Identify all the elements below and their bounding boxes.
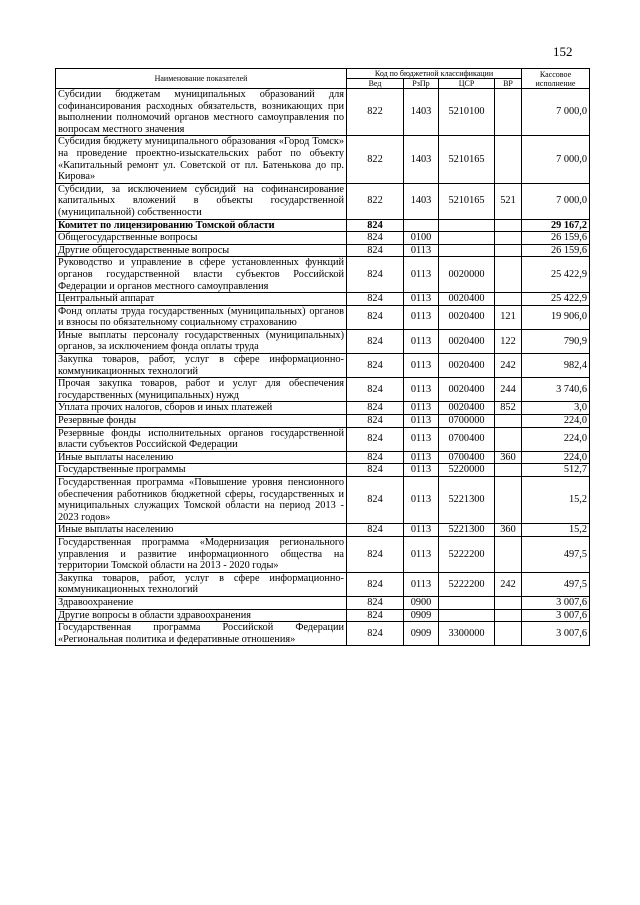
row-rzpr: 0113 bbox=[404, 524, 439, 537]
row-rzpr: 0113 bbox=[404, 378, 439, 402]
row-vr bbox=[495, 136, 522, 183]
row-name: Иные выплаты населению bbox=[56, 451, 347, 464]
row-csr: 0020000 bbox=[439, 257, 495, 293]
row-vr: 521 bbox=[495, 183, 522, 219]
row-ved: 824 bbox=[347, 244, 404, 257]
row-amount: 224,0 bbox=[522, 415, 590, 428]
row-rzpr bbox=[404, 219, 439, 232]
row-rzpr: 0113 bbox=[404, 572, 439, 596]
row-amount: 19 906,0 bbox=[522, 305, 590, 329]
table-row bbox=[56, 477, 590, 524]
table-body bbox=[56, 89, 590, 646]
row-name: Закупка товаров, работ, услуг в сфере информационно-коммуникационных технологий bbox=[56, 572, 347, 596]
row-csr: 5222200 bbox=[439, 536, 495, 572]
row-rzpr: 0909 bbox=[404, 622, 439, 646]
row-amount: 512,7 bbox=[522, 464, 590, 477]
row-rzpr: 0100 bbox=[404, 232, 439, 245]
row-rzpr: 0113 bbox=[404, 427, 439, 451]
row-rzpr: 0900 bbox=[404, 596, 439, 609]
row-name: Прочая закупка товаров, работ и услуг для обеспечения государственных (муниципальных) нужд bbox=[56, 378, 347, 402]
row-name: Резервные фонды bbox=[56, 415, 347, 428]
header-amount: Кассовое исполнение bbox=[522, 69, 590, 89]
row-rzpr: 0113 bbox=[404, 477, 439, 524]
row-name: Центральный аппарат bbox=[56, 293, 347, 306]
row-csr: 0700400 bbox=[439, 451, 495, 464]
row-rzpr: 1403 bbox=[404, 136, 439, 183]
table-row bbox=[56, 464, 590, 477]
table-row bbox=[56, 596, 590, 609]
table-row bbox=[56, 536, 590, 572]
table-row bbox=[56, 415, 590, 428]
row-csr: 5221300 bbox=[439, 524, 495, 537]
row-amount: 25 422,9 bbox=[522, 257, 590, 293]
row-ved: 822 bbox=[347, 89, 404, 136]
row-amount: 3 740,6 bbox=[522, 378, 590, 402]
row-ved: 824 bbox=[347, 572, 404, 596]
table-row bbox=[56, 609, 590, 622]
header-rzpr: РзПр bbox=[404, 79, 439, 89]
row-name: Руководство и управление в сфере установленных функций органов государственной власти субъектов Российской Федерации и органов местного самоуправления bbox=[56, 257, 347, 293]
row-ved: 822 bbox=[347, 136, 404, 183]
row-amount: 3 007,6 bbox=[522, 609, 590, 622]
row-vr bbox=[495, 244, 522, 257]
row-name: Другие общегосударственные вопросы bbox=[56, 244, 347, 257]
row-vr bbox=[495, 622, 522, 646]
row-rzpr: 0113 bbox=[404, 536, 439, 572]
row-csr bbox=[439, 232, 495, 245]
row-csr: 0020400 bbox=[439, 354, 495, 378]
row-csr bbox=[439, 596, 495, 609]
row-rzpr: 0113 bbox=[404, 354, 439, 378]
row-vr bbox=[495, 293, 522, 306]
row-ved: 824 bbox=[347, 257, 404, 293]
table-row bbox=[56, 427, 590, 451]
table-row bbox=[56, 219, 590, 232]
row-vr: 242 bbox=[495, 572, 522, 596]
row-name: Уплата прочих налогов, сборов и иных платежей bbox=[56, 402, 347, 415]
row-name: Иные выплаты персоналу государственных (муниципальных) органов, за исключением фонда оплаты труда bbox=[56, 329, 347, 353]
row-ved: 824 bbox=[347, 464, 404, 477]
row-rzpr: 0113 bbox=[404, 293, 439, 306]
row-ved: 822 bbox=[347, 183, 404, 219]
table-row bbox=[56, 402, 590, 415]
row-ved: 824 bbox=[347, 219, 404, 232]
row-rzpr: 0113 bbox=[404, 402, 439, 415]
row-amount: 7 000,0 bbox=[522, 183, 590, 219]
header-code-group: Код по бюджетной классификации bbox=[347, 69, 522, 79]
row-rzpr: 1403 bbox=[404, 89, 439, 136]
table-row bbox=[56, 89, 590, 136]
row-ved: 824 bbox=[347, 293, 404, 306]
row-vr: 242 bbox=[495, 354, 522, 378]
table-row bbox=[56, 354, 590, 378]
row-ved: 824 bbox=[347, 596, 404, 609]
row-name: Государственная программа Российской Федерации «Региональная политика и федеративные отношения» bbox=[56, 622, 347, 646]
row-ved: 824 bbox=[347, 524, 404, 537]
table-row bbox=[56, 244, 590, 257]
row-rzpr: 0113 bbox=[404, 415, 439, 428]
row-vr bbox=[495, 477, 522, 524]
row-amount: 982,4 bbox=[522, 354, 590, 378]
row-amount: 26 159,6 bbox=[522, 232, 590, 245]
row-vr bbox=[495, 464, 522, 477]
row-rzpr: 0909 bbox=[404, 609, 439, 622]
row-rzpr: 0113 bbox=[404, 305, 439, 329]
table-row bbox=[56, 232, 590, 245]
row-csr: 5210100 bbox=[439, 89, 495, 136]
row-amount: 25 422,9 bbox=[522, 293, 590, 306]
header-ved: Вед bbox=[347, 79, 404, 89]
row-name: Субсидии, за исключением субсидий на софинансирование капитальных вложений в объекты государственной (муниципальной) собственности bbox=[56, 183, 347, 219]
row-name: Закупка товаров, работ, услуг в сфере информационно-коммуникационных технологий bbox=[56, 354, 347, 378]
row-vr bbox=[495, 257, 522, 293]
row-csr: 5222200 bbox=[439, 572, 495, 596]
table-row bbox=[56, 329, 590, 353]
row-csr bbox=[439, 609, 495, 622]
row-name: Фонд оплаты труда государственных (муниципальных) органов и взносы по обязательному социальному страхованию bbox=[56, 305, 347, 329]
row-vr bbox=[495, 89, 522, 136]
row-csr: 0020400 bbox=[439, 402, 495, 415]
row-csr: 0700000 bbox=[439, 415, 495, 428]
row-amount: 15,2 bbox=[522, 477, 590, 524]
row-csr: 0020400 bbox=[439, 378, 495, 402]
row-ved: 824 bbox=[347, 305, 404, 329]
header-name: Наименование показателей bbox=[56, 69, 347, 89]
row-csr: 0020400 bbox=[439, 293, 495, 306]
table-row bbox=[56, 293, 590, 306]
row-vr: 244 bbox=[495, 378, 522, 402]
row-csr: 5210165 bbox=[439, 136, 495, 183]
table-row bbox=[56, 183, 590, 219]
header-csr: ЦСР bbox=[439, 79, 495, 89]
row-name: Другие вопросы в области здравоохранения bbox=[56, 609, 347, 622]
row-amount: 3 007,6 bbox=[522, 622, 590, 646]
row-amount: 26 159,6 bbox=[522, 244, 590, 257]
row-amount: 790,9 bbox=[522, 329, 590, 353]
row-vr: 360 bbox=[495, 524, 522, 537]
row-amount: 29 167,2 bbox=[522, 219, 590, 232]
row-name: Здравоохранение bbox=[56, 596, 347, 609]
row-name: Иные выплаты населению bbox=[56, 524, 347, 537]
table-row bbox=[56, 622, 590, 646]
row-amount: 3,0 bbox=[522, 402, 590, 415]
row-rzpr: 0113 bbox=[404, 451, 439, 464]
row-vr bbox=[495, 219, 522, 232]
row-amount: 3 007,6 bbox=[522, 596, 590, 609]
row-csr: 0700400 bbox=[439, 427, 495, 451]
row-name: Резервные фонды исполнительных органов государственной власти субъектов Российской Федерации bbox=[56, 427, 347, 451]
table-row bbox=[56, 572, 590, 596]
row-csr: 0020400 bbox=[439, 305, 495, 329]
table-header bbox=[56, 69, 590, 89]
table-row bbox=[56, 524, 590, 537]
row-csr: 5221300 bbox=[439, 477, 495, 524]
budget-table bbox=[55, 68, 590, 646]
row-rzpr: 0113 bbox=[404, 257, 439, 293]
table-row bbox=[56, 378, 590, 402]
row-ved: 824 bbox=[347, 427, 404, 451]
row-ved: 824 bbox=[347, 609, 404, 622]
row-amount: 7 000,0 bbox=[522, 89, 590, 136]
row-ved: 824 bbox=[347, 232, 404, 245]
row-name: Комитет по лицензированию Томской области bbox=[56, 219, 347, 232]
header-vr: ВР bbox=[495, 79, 522, 89]
row-vr: 121 bbox=[495, 305, 522, 329]
row-vr bbox=[495, 536, 522, 572]
row-amount: 224,0 bbox=[522, 427, 590, 451]
row-rzpr: 1403 bbox=[404, 183, 439, 219]
row-amount: 7 000,0 bbox=[522, 136, 590, 183]
row-ved: 824 bbox=[347, 451, 404, 464]
row-amount: 224,0 bbox=[522, 451, 590, 464]
row-ved: 824 bbox=[347, 329, 404, 353]
row-ved: 824 bbox=[347, 402, 404, 415]
table-row bbox=[56, 451, 590, 464]
row-vr: 852 bbox=[495, 402, 522, 415]
row-ved: 824 bbox=[347, 477, 404, 524]
row-ved: 824 bbox=[347, 536, 404, 572]
row-name: Субсидии бюджетам муниципальных образований для софинансирования расходных обязательств, возникающих при выполнении полномочий органов местного самоуправления по вопросам местного значения bbox=[56, 89, 347, 136]
row-csr: 3300000 bbox=[439, 622, 495, 646]
row-name: Государственная программа «Модернизация регионального управления и развитие информационного общества на территории Томской области на 2013 - 2020 годы» bbox=[56, 536, 347, 572]
row-csr bbox=[439, 219, 495, 232]
row-vr bbox=[495, 232, 522, 245]
page-number: 152 bbox=[553, 44, 573, 59]
row-name: Общегосударственные вопросы bbox=[56, 232, 347, 245]
row-name: Государственная программа «Повышение уровня пенсионного обеспечения работников бюджетной сферы, государственных и муниципальных служащих Томской области на период 2013 - 2023 годов» bbox=[56, 477, 347, 524]
row-vr bbox=[495, 596, 522, 609]
row-ved: 824 bbox=[347, 415, 404, 428]
row-ved: 824 bbox=[347, 622, 404, 646]
row-csr: 5220000 bbox=[439, 464, 495, 477]
table-row bbox=[56, 136, 590, 183]
row-vr bbox=[495, 415, 522, 428]
row-amount: 497,5 bbox=[522, 536, 590, 572]
row-ved: 824 bbox=[347, 378, 404, 402]
row-name: Субсидия бюджету муниципального образования «Город Томск» на проведение проектно-изыскательских работ по объекту «Капитальный ремонт ул. Советской от пл. Батенькова до пр. Кирова» bbox=[56, 136, 347, 183]
row-vr: 360 bbox=[495, 451, 522, 464]
row-rzpr: 0113 bbox=[404, 329, 439, 353]
row-csr bbox=[439, 244, 495, 257]
row-rzpr: 0113 bbox=[404, 464, 439, 477]
row-amount: 15,2 bbox=[522, 524, 590, 537]
row-vr bbox=[495, 427, 522, 451]
row-csr: 5210165 bbox=[439, 183, 495, 219]
row-name: Государственные программы bbox=[56, 464, 347, 477]
row-vr: 122 bbox=[495, 329, 522, 353]
table-row bbox=[56, 257, 590, 293]
row-csr: 0020400 bbox=[439, 329, 495, 353]
table-row bbox=[56, 305, 590, 329]
row-rzpr: 0113 bbox=[404, 244, 439, 257]
row-ved: 824 bbox=[347, 354, 404, 378]
row-vr bbox=[495, 609, 522, 622]
row-amount: 497,5 bbox=[522, 572, 590, 596]
